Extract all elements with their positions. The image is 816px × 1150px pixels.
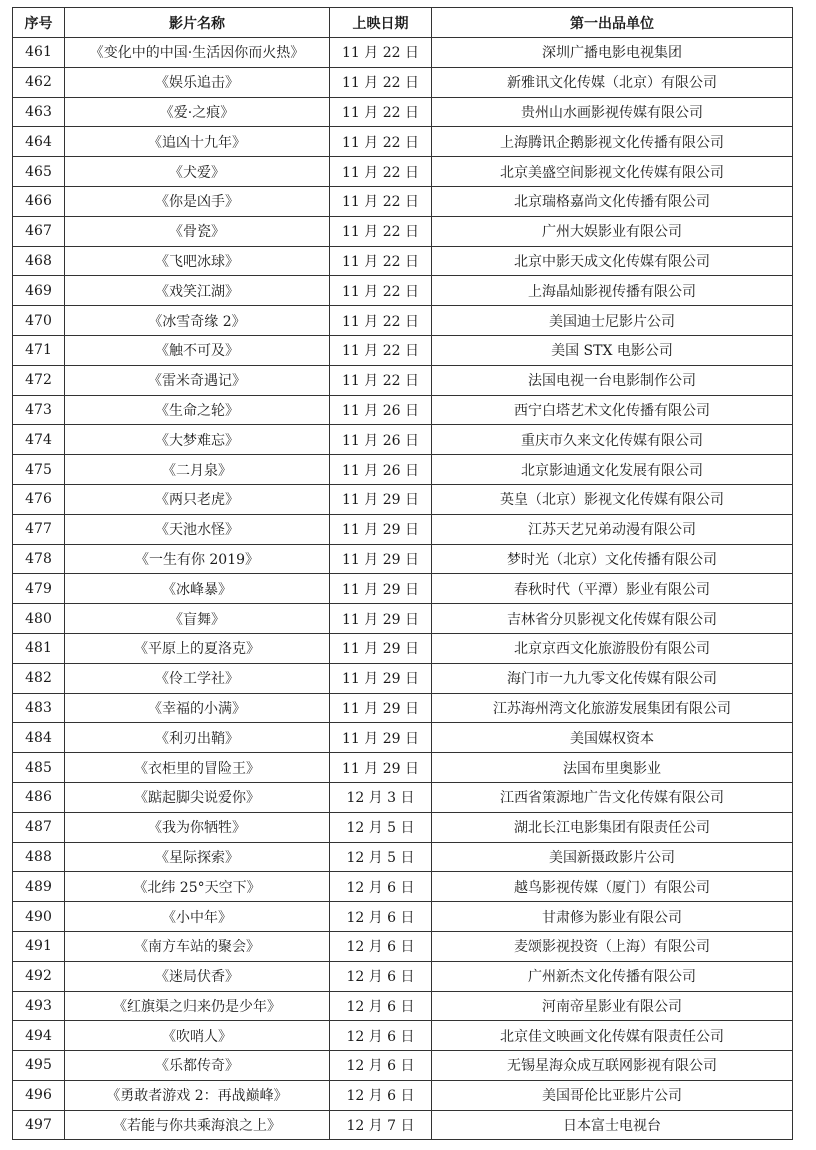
cell-producer: 深圳广播电影电视集团 bbox=[432, 38, 793, 68]
cell-release-date: 11 月 29 日 bbox=[330, 484, 432, 514]
cell-serial-number: 497 bbox=[13, 1110, 65, 1140]
cell-film-title: 《你是凶手》 bbox=[65, 186, 330, 216]
cell-producer: 广州大娱影业有限公司 bbox=[432, 216, 793, 246]
cell-film-title: 《二月泉》 bbox=[65, 455, 330, 485]
cell-producer: 西宁白塔艺术文化传播有限公司 bbox=[432, 395, 793, 425]
cell-film-title: 《衣柜里的冒险王》 bbox=[65, 753, 330, 783]
cell-serial-number: 484 bbox=[13, 723, 65, 753]
cell-release-date: 12 月 6 日 bbox=[330, 991, 432, 1021]
cell-film-title: 《北纬 25°天空下》 bbox=[65, 872, 330, 902]
cell-producer: 河南帝星影业有限公司 bbox=[432, 991, 793, 1021]
cell-release-date: 12 月 6 日 bbox=[330, 872, 432, 902]
cell-serial-number: 489 bbox=[13, 872, 65, 902]
cell-release-date: 12 月 6 日 bbox=[330, 1051, 432, 1081]
cell-release-date: 11 月 26 日 bbox=[330, 455, 432, 485]
cell-film-title: 《冰峰暴》 bbox=[65, 574, 330, 604]
cell-release-date: 12 月 6 日 bbox=[330, 1080, 432, 1110]
cell-film-title: 《天池水怪》 bbox=[65, 514, 330, 544]
table-row bbox=[13, 991, 793, 1021]
table-row bbox=[13, 633, 793, 663]
cell-producer: 北京瑞格嘉尚文化传播有限公司 bbox=[432, 186, 793, 216]
cell-release-date: 11 月 22 日 bbox=[330, 38, 432, 68]
cell-serial-number: 467 bbox=[13, 216, 65, 246]
cell-serial-number: 471 bbox=[13, 335, 65, 365]
cell-producer: 美国迪士尼影片公司 bbox=[432, 306, 793, 336]
cell-producer: 北京影迪通文化发展有限公司 bbox=[432, 455, 793, 485]
table-header bbox=[13, 8, 793, 38]
cell-serial-number: 480 bbox=[13, 604, 65, 634]
table-row bbox=[13, 693, 793, 723]
cell-film-title: 《红旗渠之归来仍是少年》 bbox=[65, 991, 330, 1021]
table-row bbox=[13, 931, 793, 961]
cell-film-title: 《若能与你共乘海浪之上》 bbox=[65, 1110, 330, 1140]
cell-release-date: 11 月 22 日 bbox=[330, 365, 432, 395]
cell-release-date: 11 月 22 日 bbox=[330, 186, 432, 216]
cell-release-date: 12 月 6 日 bbox=[330, 961, 432, 991]
cell-serial-number: 464 bbox=[13, 127, 65, 157]
table-row bbox=[13, 902, 793, 932]
cell-film-title: 《勇敢者游戏 2：再战巅峰》 bbox=[65, 1080, 330, 1110]
cell-producer: 海门市一九九零文化传媒有限公司 bbox=[432, 663, 793, 693]
cell-film-title: 《吹哨人》 bbox=[65, 1021, 330, 1051]
table-row bbox=[13, 484, 793, 514]
cell-serial-number: 487 bbox=[13, 812, 65, 842]
cell-release-date: 11 月 22 日 bbox=[330, 306, 432, 336]
header-serial-number: 序号 bbox=[13, 8, 65, 38]
table-row bbox=[13, 216, 793, 246]
cell-producer: 广州新杰文化传播有限公司 bbox=[432, 961, 793, 991]
cell-release-date: 11 月 22 日 bbox=[330, 157, 432, 187]
table-row bbox=[13, 455, 793, 485]
cell-producer: 北京佳文映画文化传媒有限责任公司 bbox=[432, 1021, 793, 1051]
table-row bbox=[13, 544, 793, 574]
cell-film-title: 《雷米奇遇记》 bbox=[65, 365, 330, 395]
cell-producer: 麦颂影视投资（上海）有限公司 bbox=[432, 931, 793, 961]
table-row bbox=[13, 514, 793, 544]
table-body bbox=[13, 38, 793, 1140]
cell-release-date: 11 月 22 日 bbox=[330, 67, 432, 97]
table-row bbox=[13, 812, 793, 842]
table-row bbox=[13, 38, 793, 68]
header-producer: 第一出品单位 bbox=[432, 8, 793, 38]
cell-serial-number: 488 bbox=[13, 842, 65, 872]
cell-film-title: 《星际探索》 bbox=[65, 842, 330, 872]
cell-serial-number: 475 bbox=[13, 455, 65, 485]
cell-film-title: 《两只老虎》 bbox=[65, 484, 330, 514]
cell-film-title: 《我为你牺牲》 bbox=[65, 812, 330, 842]
cell-serial-number: 495 bbox=[13, 1051, 65, 1081]
cell-producer: 贵州山水画影视传媒有限公司 bbox=[432, 97, 793, 127]
cell-producer: 无锡星海众成互联网影视有限公司 bbox=[432, 1051, 793, 1081]
table-row bbox=[13, 127, 793, 157]
cell-film-title: 《伶工学社》 bbox=[65, 663, 330, 693]
cell-release-date: 11 月 22 日 bbox=[330, 276, 432, 306]
cell-release-date: 11 月 29 日 bbox=[330, 633, 432, 663]
cell-serial-number: 493 bbox=[13, 991, 65, 1021]
cell-film-title: 《南方车站的聚会》 bbox=[65, 931, 330, 961]
cell-producer: 甘肃修为影业有限公司 bbox=[432, 902, 793, 932]
cell-release-date: 12 月 6 日 bbox=[330, 931, 432, 961]
cell-release-date: 11 月 22 日 bbox=[330, 97, 432, 127]
cell-film-title: 《戏笑江湖》 bbox=[65, 276, 330, 306]
table-row bbox=[13, 753, 793, 783]
cell-serial-number: 492 bbox=[13, 961, 65, 991]
table-row bbox=[13, 842, 793, 872]
cell-release-date: 12 月 3 日 bbox=[330, 782, 432, 812]
cell-serial-number: 474 bbox=[13, 425, 65, 455]
cell-film-title: 《大梦难忘》 bbox=[65, 425, 330, 455]
cell-film-title: 《迷局伏香》 bbox=[65, 961, 330, 991]
cell-film-title: 《犬爱》 bbox=[65, 157, 330, 187]
table-row bbox=[13, 365, 793, 395]
cell-release-date: 11 月 29 日 bbox=[330, 693, 432, 723]
cell-release-date: 12 月 6 日 bbox=[330, 902, 432, 932]
table-row bbox=[13, 97, 793, 127]
cell-release-date: 11 月 29 日 bbox=[330, 514, 432, 544]
cell-release-date: 12 月 5 日 bbox=[330, 842, 432, 872]
cell-film-title: 《触不可及》 bbox=[65, 335, 330, 365]
cell-film-title: 《利刃出鞘》 bbox=[65, 723, 330, 753]
cell-producer: 江苏海州湾文化旅游发展集团有限公司 bbox=[432, 693, 793, 723]
cell-release-date: 11 月 22 日 bbox=[330, 216, 432, 246]
cell-film-title: 《追凶十九年》 bbox=[65, 127, 330, 157]
cell-serial-number: 485 bbox=[13, 753, 65, 783]
table-row bbox=[13, 574, 793, 604]
header-row bbox=[13, 8, 793, 38]
cell-film-title: 《娱乐追击》 bbox=[65, 67, 330, 97]
header-film-title: 影片名称 bbox=[65, 8, 330, 38]
cell-film-title: 《冰雪奇缘 2》 bbox=[65, 306, 330, 336]
cell-film-title: 《生命之轮》 bbox=[65, 395, 330, 425]
cell-film-title: 《幸福的小满》 bbox=[65, 693, 330, 723]
cell-serial-number: 469 bbox=[13, 276, 65, 306]
cell-serial-number: 494 bbox=[13, 1021, 65, 1051]
cell-serial-number: 478 bbox=[13, 544, 65, 574]
cell-film-title: 《平原上的夏洛克》 bbox=[65, 633, 330, 663]
cell-serial-number: 461 bbox=[13, 38, 65, 68]
table-row bbox=[13, 961, 793, 991]
table-row bbox=[13, 663, 793, 693]
cell-film-title: 《小中年》 bbox=[65, 902, 330, 932]
cell-serial-number: 482 bbox=[13, 663, 65, 693]
cell-film-title: 《盲舞》 bbox=[65, 604, 330, 634]
table-row bbox=[13, 1021, 793, 1051]
cell-producer: 梦时光（北京）文化传播有限公司 bbox=[432, 544, 793, 574]
table-row bbox=[13, 1110, 793, 1140]
cell-serial-number: 468 bbox=[13, 246, 65, 276]
table-row bbox=[13, 306, 793, 336]
cell-serial-number: 479 bbox=[13, 574, 65, 604]
header-release-date: 上映日期 bbox=[330, 8, 432, 38]
cell-release-date: 11 月 29 日 bbox=[330, 723, 432, 753]
cell-release-date: 12 月 7 日 bbox=[330, 1110, 432, 1140]
cell-release-date: 11 月 29 日 bbox=[330, 544, 432, 574]
cell-producer: 美国新摄政影片公司 bbox=[432, 842, 793, 872]
cell-producer: 新雅讯文化传媒（北京）有限公司 bbox=[432, 67, 793, 97]
table-row bbox=[13, 782, 793, 812]
cell-producer: 春秋时代（平潭）影业有限公司 bbox=[432, 574, 793, 604]
cell-producer: 上海腾讯企鹅影视文化传播有限公司 bbox=[432, 127, 793, 157]
cell-producer: 江苏天艺兄弟动漫有限公司 bbox=[432, 514, 793, 544]
cell-release-date: 11 月 29 日 bbox=[330, 604, 432, 634]
cell-serial-number: 491 bbox=[13, 931, 65, 961]
cell-film-title: 《变化中的中国·生活因你而火热》 bbox=[65, 38, 330, 68]
table-row bbox=[13, 395, 793, 425]
cell-producer: 湖北长江电影集团有限责任公司 bbox=[432, 812, 793, 842]
cell-serial-number: 476 bbox=[13, 484, 65, 514]
table-row bbox=[13, 246, 793, 276]
cell-producer: 法国布里奥影业 bbox=[432, 753, 793, 783]
cell-film-title: 《一生有你 2019》 bbox=[65, 544, 330, 574]
cell-release-date: 11 月 29 日 bbox=[330, 663, 432, 693]
cell-release-date: 11 月 26 日 bbox=[330, 425, 432, 455]
cell-producer: 美国 STX 电影公司 bbox=[432, 335, 793, 365]
cell-film-title: 《飞吧冰球》 bbox=[65, 246, 330, 276]
cell-release-date: 11 月 29 日 bbox=[330, 574, 432, 604]
cell-film-title: 《骨瓷》 bbox=[65, 216, 330, 246]
cell-serial-number: 477 bbox=[13, 514, 65, 544]
cell-release-date: 11 月 22 日 bbox=[330, 335, 432, 365]
table-row bbox=[13, 723, 793, 753]
cell-release-date: 12 月 5 日 bbox=[330, 812, 432, 842]
table-row bbox=[13, 335, 793, 365]
cell-serial-number: 483 bbox=[13, 693, 65, 723]
cell-producer: 英皇（北京）影视文化传媒有限公司 bbox=[432, 484, 793, 514]
cell-producer: 重庆市久来文化传媒有限公司 bbox=[432, 425, 793, 455]
cell-serial-number: 465 bbox=[13, 157, 65, 187]
table-row bbox=[13, 67, 793, 97]
cell-release-date: 11 月 22 日 bbox=[330, 246, 432, 276]
cell-producer: 北京美盛空间影视文化传媒有限公司 bbox=[432, 157, 793, 187]
cell-release-date: 11 月 26 日 bbox=[330, 395, 432, 425]
cell-producer: 日本富士电视台 bbox=[432, 1110, 793, 1140]
cell-producer: 越鸟影视传媒（厦门）有限公司 bbox=[432, 872, 793, 902]
cell-film-title: 《爱·之痕》 bbox=[65, 97, 330, 127]
table-row bbox=[13, 1051, 793, 1081]
cell-serial-number: 470 bbox=[13, 306, 65, 336]
cell-producer: 美国媒权资本 bbox=[432, 723, 793, 753]
cell-producer: 法国电视一台电影制作公司 bbox=[432, 365, 793, 395]
table-row bbox=[13, 186, 793, 216]
cell-serial-number: 462 bbox=[13, 67, 65, 97]
cell-film-title: 《乐都传奇》 bbox=[65, 1051, 330, 1081]
cell-producer: 吉林省分贝影视文化传媒有限公司 bbox=[432, 604, 793, 634]
cell-serial-number: 496 bbox=[13, 1080, 65, 1110]
cell-serial-number: 486 bbox=[13, 782, 65, 812]
cell-serial-number: 481 bbox=[13, 633, 65, 663]
cell-producer: 上海晶灿影视传播有限公司 bbox=[432, 276, 793, 306]
cell-serial-number: 472 bbox=[13, 365, 65, 395]
cell-serial-number: 466 bbox=[13, 186, 65, 216]
cell-serial-number: 463 bbox=[13, 97, 65, 127]
cell-producer: 北京中影天成文化传媒有限公司 bbox=[432, 246, 793, 276]
table-row bbox=[13, 872, 793, 902]
film-release-table bbox=[12, 7, 793, 1140]
table-row bbox=[13, 276, 793, 306]
cell-serial-number: 473 bbox=[13, 395, 65, 425]
cell-producer: 美国哥伦比亚影片公司 bbox=[432, 1080, 793, 1110]
cell-release-date: 11 月 29 日 bbox=[330, 753, 432, 783]
cell-release-date: 12 月 6 日 bbox=[330, 1021, 432, 1051]
cell-release-date: 11 月 22 日 bbox=[330, 127, 432, 157]
table-row bbox=[13, 1080, 793, 1110]
table-row bbox=[13, 157, 793, 187]
cell-film-title: 《踮起脚尖说爱你》 bbox=[65, 782, 330, 812]
cell-producer: 北京京西文化旅游股份有限公司 bbox=[432, 633, 793, 663]
cell-serial-number: 490 bbox=[13, 902, 65, 932]
cell-producer: 江西省策源地广告文化传媒有限公司 bbox=[432, 782, 793, 812]
table-row bbox=[13, 604, 793, 634]
table-row bbox=[13, 425, 793, 455]
